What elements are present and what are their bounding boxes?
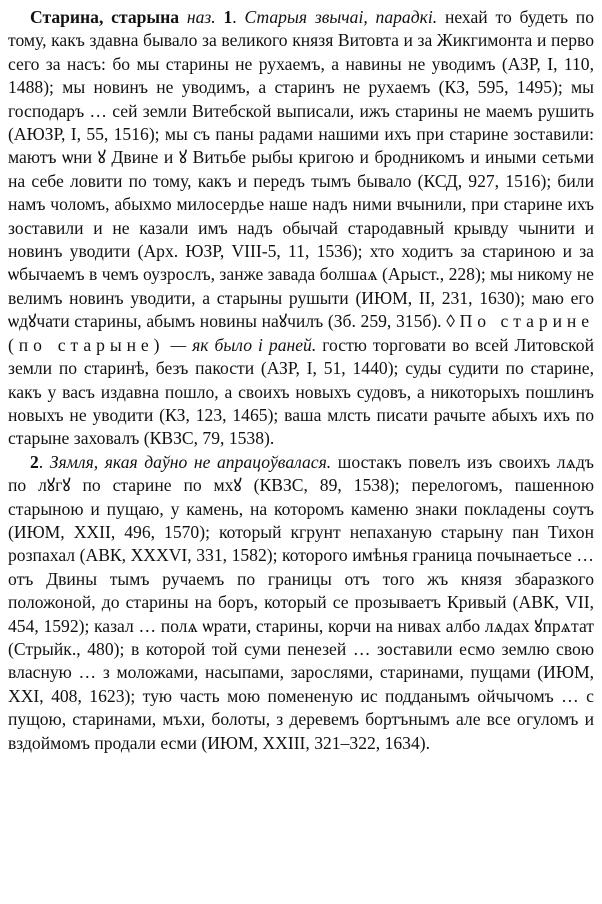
subentry-marker: ◊ (446, 311, 455, 332)
sense-1-citations: нехай то будеть по тому, какъ здавна бывало за великого князя Витовта и за Жикгимонта и перво сего за насъ: бо мы старины не рухаемъ, а навины не уводимъ (АЗР, I, 110, 1488); мы новинъ не уводимъ, а старинъ не рухаемъ (КЗ, 595, 1495); мы господаръ … сей земли Витебской выписали, ижъ старины не маемъ рушить (АЮЗР, I, 55, 1516); мы съ паны радами нашими ихъ при старине зоставили: маютъ ѡни ꙋ Двине и ꙋ Витьбе рыбы кригою и бродникомъ и иными сетьми на себе ловити по тому, какъ и передъ тымъ бывало (КСД, 927, 1516); били намъ чоломъ, абыхмо милосердье наше надъ ними вчынили, при старине ихъ зоставили и не казали имъ надъ обычай стародавный крывду чынити и новинъ уводити (Арх. ЮЗР, VIII-5, 11, 1536); хто ходитъ за стариною и за ѡбычаемъ в чемъ оузрослъ, занже завада болшаѧ (Арыст., 228); мы никому не велимъ новинъ уводити, а старыны рушыти (ИЮМ, II, 231, 1630); маю его ѡдꙋчати старины, абымъ новины наꙋчилъ (Зб. 259, 315б). (8, 7, 594, 332)
sense-1-number: 1 (223, 7, 233, 27)
subentry-phrase: По старине (по старыне) (8, 311, 594, 355)
headword: Старина, старына (30, 7, 180, 27)
sense-1-gloss: Старыя звычаі, парадкі. (244, 7, 438, 27)
sense-2-gloss: Зямля, якая даўно не апрацоўвалася. (49, 451, 332, 472)
subentry-gloss: — як было і раней. (170, 334, 317, 355)
sense-2-citations: шостакъ повелъ изъ своихъ лѧдъ по лꙋгꙋ по старине по мхꙋ (КВЗС, 89, 1538); перелогомъ, пашенною старыною и пущаю, у камень, на которомъ каменю знаки покладены соутъ (ИЮМ, XXII, 496, 1570); который кгрунт непаханую старыну пан Тихон розпахал (АВК, XXXVI, 331, 1582); которого имѣнья граница почынаетьсе … отъ Двины тымъ ручаемъ по границы отъ того жъ князя збаразкого положоной, до старины на боръ, который се прозываетъ Кривый (АВК, VII, 454, 1592); казал … полѧ ѡрати, старины, корчи на нивах албо лѧдах ꙋпрѧтат (Стрыйк., 480); в которой той суми пенезей … зоставили есмо землю свою власную … з моложами, насыпами, зарослями, старинами, пущами (ИЮМ, XXI, 408, 1623); тую часть мою помененую ис подданымъ ойчычомъ … с пущою, старинами, мъхи, болоты, з деревемъ бортънымъ але все огуломъ и вздоймомъ продали есми (ИЮМ, XXIII, 321–322, 1634). (8, 451, 594, 753)
sense-2-number: 2 (30, 451, 39, 472)
sense-2-paragraph: 2. Зямля, якая даўно не апрацоўвалася. шостакъ повелъ изъ своихъ лѧдъ по лꙋгꙋ по старине по мхꙋ (КВЗС, 89, 1538); перелогомъ, пашенною старыною и пущаю, у камень, на которомъ каменю знаки покладены соутъ (ИЮМ, XXII, 496, 1570); который кгрунт непаханую старыну пан Тихон розпахал (АВК, XXXVI, 331, 1582); которого имѣнья граница почынаетьсе … отъ Двины тымъ ручаемъ по границы отъ того жъ князя збаразкого положоной, до старины на боръ, который се прозываетъ Кривый (АВК, VII, 454, 1592); казал … полѧ ѡрати, старины, корчи на нивах албо лѧдах ꙋпрѧтат (Стрыйк., 480); в которой той суми пенезей … зоставили есмо землю свою власную … з моложами, насыпами, зарослями, старинами, пущами (ИЮМ, XXI, 408, 1623); тую часть мою помененую ис подданымъ ойчычомъ … с пущою, старинами, мъхи, болоты, з деревемъ бортънымъ але все огуломъ и вздоймомъ продали есми (ИЮМ, XXIII, 321–322, 1634). (8, 451, 594, 753)
grammar-label: наз. (186, 7, 216, 27)
subentry-citations: гостю торговати во всей Литовской земли по старинѣ, безъ пакости (АЗР, I, 51, 1440); суды судити по старине, какъ у васъ издавна пошло, а своихъ новыхъ судовъ, а никоторыхъ пошлинъ новыхъ не уводити (КЗ, 123, 1465); ваша млсть писати рачыте абыхъ ихъ по старыне заховалъ (КВЗС, 79, 1538). (8, 334, 595, 449)
sense-1-paragraph: Старина, старына наз. 1. Старыя звычаі, парадкі. нехай то будеть по тому, какъ здавна бывало за великого князя Витовта и за Жикгимонта и перво сего за насъ: бо мы старины не рухаемъ, а навины не уводимъ (АЗР, I, 110, 1488); мы новинъ не уводимъ, а старинъ не рухаемъ (КЗ, 595, 1495); мы господаръ … сей земли Витебской выписали, ижъ старины не маемъ рушить (АЮЗР, I, 55, 1516); мы съ паны радами нашими ихъ при старине зоставили: маютъ ѡни ꙋ Двине и ꙋ Витьбе рыбы кригою и бродникомъ и иными сетьми на себе ловити по тому, какъ и передъ тымъ бывало (КСД, 927, 1516); били намъ чоломъ, абыхмо милосердье наше надъ ними вчынили, при старине ихъ зоставили и не казали имъ надъ обычай стародавный крывду чынити и новинъ уводити (Арх. ЮЗР, VIII-5, 11, 1536); хто ходитъ за стариною и за ѡбычаемъ в чемъ оузрослъ, занже завада болшаѧ (Арыст., 228); мы никому не велимъ новинъ уводити, а старыны рушыти (ИЮМ, II, 231, 1630); маю его ѡдꙋчати старины, абымъ новины наꙋчилъ (Зб. 259, 315б). ◊ По старине (по старыне) — як было і раней. гостю торговати во всей Литовской земли по старинѣ, безъ пакости (АЗР, I, 51, 1440); суды судити по старине, какъ у васъ издавна пошло, а своихъ новыхъ судовъ, а никоторыхъ пошлинъ новыхъ не уводити (КЗ, 123, 1465); ваша млсть писати рачыте абыхъ ихъ по старыне заховалъ (КВЗС, 79, 1538). (8, 7, 595, 449)
